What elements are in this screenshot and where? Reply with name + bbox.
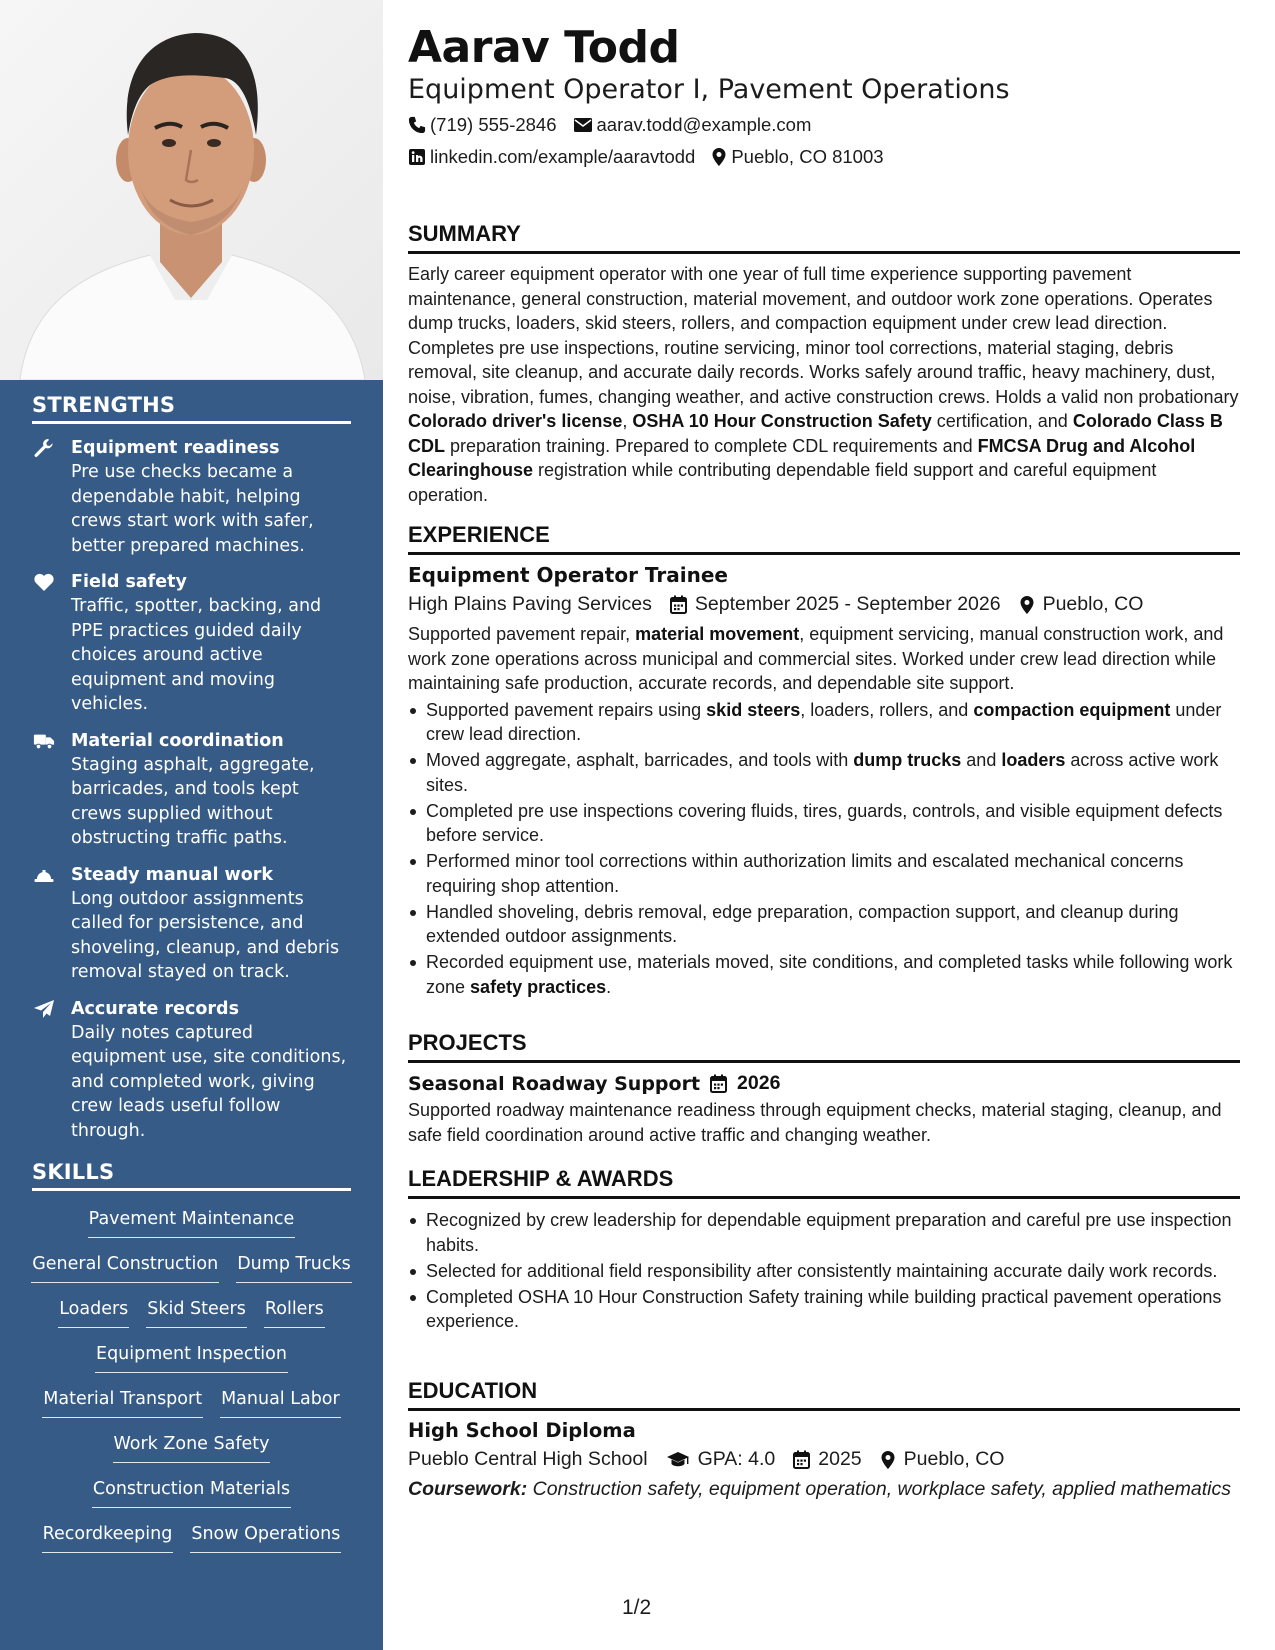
strengths-section — [32, 393, 351, 1143]
linkedin-icon — [408, 148, 426, 166]
list-item: Recognized by crew leadership for dependable equipment preparation and careful pre use inspection habits. — [408, 1208, 1240, 1257]
list-item: Recorded equipment use, materials moved, site conditions, and completed tasks while following work zone safety practices. — [408, 950, 1240, 999]
skill-row — [32, 1387, 351, 1418]
school-name: Pueblo Central High School — [408, 1448, 648, 1470]
strength-title: Accurate records — [71, 998, 239, 1019]
school-location: Pueblo, CO — [903, 1448, 1005, 1470]
skill-tag: Dump Trucks — [236, 1252, 352, 1283]
skill-row — [32, 1342, 351, 1373]
graduation-cap-icon — [666, 1451, 690, 1469]
strength-title: Field safety — [71, 572, 187, 592]
company-name: High Plains Paving Services — [408, 593, 652, 615]
job-title: Equipment Operator Trainee — [408, 563, 728, 587]
skill-tag: Work Zone Safety — [113, 1432, 271, 1463]
job-meta — [408, 593, 1240, 616]
education-section — [408, 1378, 1240, 1501]
skill-tag: Recordkeeping — [42, 1522, 174, 1553]
candidate-name: Aarav Todd — [408, 22, 680, 73]
skill-tag: Skid Steers — [146, 1297, 247, 1328]
skill-tag: Material Transport — [42, 1387, 203, 1418]
gpa: GPA: 4.0 — [697, 1448, 776, 1470]
job-bullets — [408, 698, 1240, 1000]
skills-heading: SKILLS — [32, 1160, 351, 1191]
hard-hat-icon — [33, 865, 55, 885]
skill-tag: General Construction — [31, 1252, 219, 1283]
phone-link[interactable]: (719) 555-2846 — [430, 114, 557, 135]
truck-icon — [33, 731, 55, 751]
skill-tag: Snow Operations — [190, 1522, 341, 1553]
list-item: Completed pre use inspections covering fluids, tires, guards, controls, and visible equipment defects before service. — [408, 799, 1240, 848]
map-pin-icon — [880, 1450, 896, 1470]
sidebar — [0, 0, 383, 1650]
section-heading: SUMMARY — [408, 221, 1240, 254]
paper-plane-icon — [33, 999, 55, 1019]
strengths-heading: STRENGTHS — [32, 393, 351, 424]
education-meta — [408, 1448, 1240, 1471]
skill-tag: Manual Labor — [220, 1387, 341, 1418]
leadership-section — [408, 1166, 1240, 1335]
strength-desc: Long outdoor assignments called for persistence, and shoveling, cleanup, and debris removal stayed on track. — [71, 888, 340, 982]
calendar-icon — [670, 595, 687, 614]
strength-item — [32, 997, 351, 1144]
section-heading: EXPERIENCE — [408, 522, 1240, 555]
skill-tag: Pavement Maintenance — [88, 1207, 296, 1238]
section-heading: EDUCATION — [408, 1378, 1240, 1411]
projects-section — [408, 1030, 1240, 1147]
list-item: Completed OSHA 10 Hour Construction Safety training while building practical pavement operations experience. — [408, 1285, 1240, 1334]
summary-text: Early career equipment operator with one year of full time experience supporting pavement maintenance, general construction, material movement, and outdoor work zone operations. Operates dump trucks, loaders, skid steers, rollers, and compaction equipment under crew lead direction. Completes pre use inspections, routine servicing, minor tool corrections, material staging, debris removal, site cleanup, and accurate daily records. Works safely around traffic, heavy machinery, dust, noise, vibration, fumes, changing weather, and active construction crews. Holds a valid non probationary Colorado driver's license, OSHA 10 Hour Construction Safety certification, and Colorado Class B CDL preparation training. Prepared to complete CDL requirements and FMCSA Drug and Alcohol Clearinghouse registration while contributing dependable field support and careful equipment operation. — [408, 264, 1239, 505]
summary-section — [408, 221, 1240, 507]
list-item: Handled shoveling, debris removal, edge preparation, compaction support, and cleanup during extended outdoor assignments. — [408, 900, 1240, 949]
page-number: 1/2 — [622, 1596, 652, 1619]
calendar-icon — [793, 1450, 810, 1469]
heart-icon — [33, 572, 55, 592]
wrench-icon — [33, 438, 55, 458]
profile-photo — [0, 0, 383, 380]
skill-tag: Loaders — [58, 1297, 129, 1328]
contact-row — [408, 146, 884, 168]
list-item: Performed minor tool corrections within authorization limits and escalated mechanical concerns requiring shop attention. — [408, 849, 1240, 898]
strength-item — [32, 863, 351, 985]
project-title: Seasonal Roadway Support — [408, 1072, 701, 1095]
degree-title: High School Diploma — [408, 1419, 636, 1442]
candidate-role: Equipment Operator I, Pavement Operations — [408, 74, 1010, 105]
project-header — [408, 1072, 1240, 1095]
list-item: Supported pavement repairs using skid steers, loaders, rollers, and compaction equipment under crew lead direction. — [408, 698, 1240, 747]
strength-desc: Staging asphalt, aggregate, barricades, and tools kept crews supplied without obstructing traffic paths. — [71, 754, 315, 848]
contact-row — [408, 114, 811, 136]
coursework: Coursework: Construction safety, equipment operation, workplace safety, applied mathematics — [408, 1478, 1232, 1500]
skill-tag: Construction Materials — [92, 1477, 291, 1508]
list-item: Selected for additional field responsibility after consistently maintaining accurate daily work records. — [408, 1259, 1240, 1284]
experience-section — [408, 522, 1240, 1001]
email-link[interactable]: aarav.todd@example.com — [596, 114, 812, 135]
linkedin-link[interactable]: linkedin.com/example/aaravtodd — [430, 146, 696, 167]
location-text: Pueblo, CO 81003 — [731, 146, 884, 167]
skill-row — [32, 1432, 351, 1463]
section-heading: LEADERSHIP & AWARDS — [408, 1166, 1240, 1199]
strength-item — [32, 729, 351, 851]
strength-desc: Pre use checks became a dependable habit, helping crews start work with safer, better prepared machines. — [71, 462, 314, 556]
job-description: Supported pavement repair, material movement, equipment servicing, manual construction work, and work zone operations across municipal and commercial sites. Worked under crew lead direction while maintaining safe production, accurate records, and dependable site support. — [408, 624, 1224, 693]
skill-row — [32, 1522, 351, 1553]
skill-row — [32, 1297, 351, 1328]
project-year: 2026 — [737, 1072, 781, 1094]
strength-item — [32, 570, 351, 717]
skill-tag: Rollers — [264, 1297, 325, 1328]
skills-section — [32, 1160, 351, 1553]
skill-row — [32, 1252, 351, 1283]
skill-row — [32, 1207, 351, 1238]
strength-title: Steady manual work — [71, 864, 273, 885]
graduation-year: 2025 — [818, 1448, 862, 1470]
calendar-icon — [710, 1074, 727, 1093]
job-dates: September 2025 - September 2026 — [694, 593, 1001, 615]
skill-tag: Equipment Inspection — [95, 1342, 288, 1373]
job-location: Pueblo, CO — [1042, 593, 1144, 615]
strength-desc: Daily notes captured equipment use, site conditions, and completed work, giving crew leads useful follow through. — [71, 1022, 347, 1141]
section-heading: PROJECTS — [408, 1030, 1240, 1063]
strength-title: Material coordination — [71, 730, 284, 751]
strength-desc: Traffic, spotter, backing, and PPE practices guided daily choices around active equipment and moving vehicles. — [71, 596, 322, 714]
phone-icon — [408, 116, 426, 134]
skill-row — [32, 1477, 351, 1508]
map-pin-icon — [711, 147, 727, 167]
leadership-list — [408, 1208, 1240, 1334]
strength-item — [32, 436, 351, 558]
strength-title: Equipment readiness — [71, 438, 280, 458]
skills-list — [32, 1191, 351, 1553]
map-pin-icon — [1019, 595, 1035, 615]
project-description: Supported roadway maintenance readiness through equipment checks, material staging, cleanup, and safe field coordination around active traffic and changing weather. — [408, 1100, 1222, 1145]
list-item: Moved aggregate, asphalt, barricades, and tools with dump trucks and loaders across active work sites. — [408, 748, 1240, 797]
envelope-icon — [573, 117, 593, 133]
